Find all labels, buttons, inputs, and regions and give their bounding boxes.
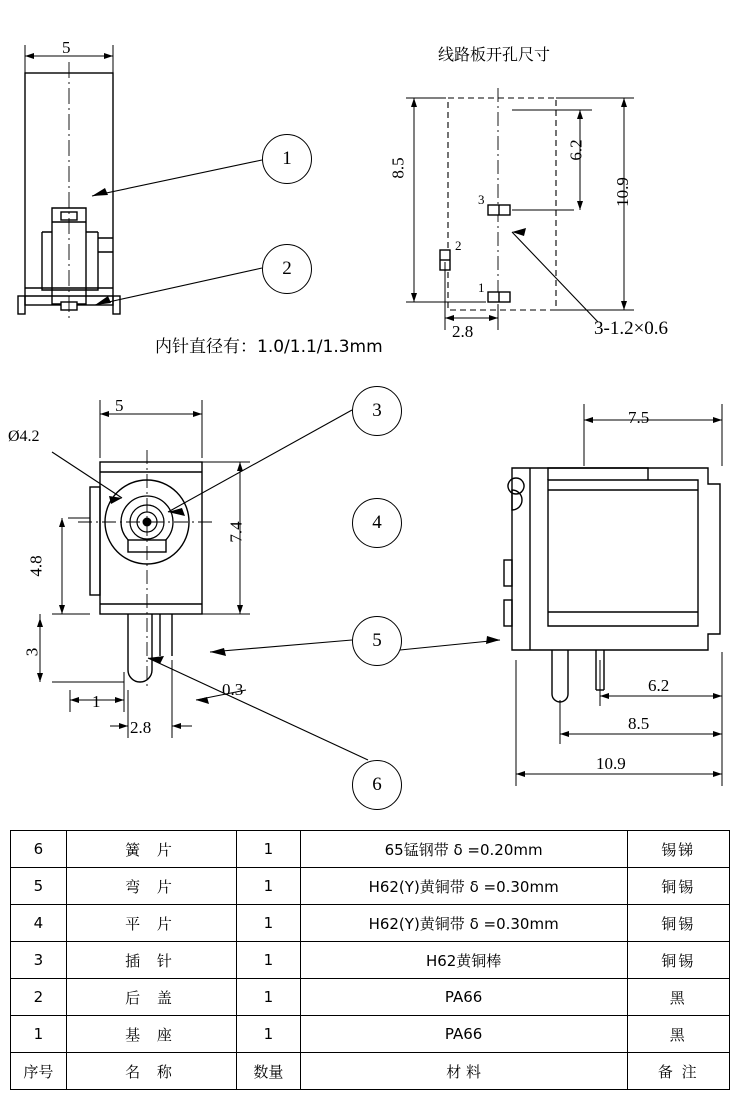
- bom-qty: 1: [237, 868, 301, 905]
- pcb-layout-title: 线路板开孔尺寸: [438, 45, 551, 64]
- dim-front-5: 5: [115, 396, 124, 415]
- bom-table: [10, 830, 730, 1090]
- balloon-1: 1: [262, 134, 312, 184]
- hole-spec-callout: 3-1.2×0.6: [594, 318, 669, 339]
- dim-front-2-8: 2.8: [130, 718, 152, 737]
- balloon-3: 3: [352, 386, 402, 436]
- bom-name: 插 针: [66, 942, 236, 979]
- bom-header-material: 材 料: [300, 1053, 627, 1090]
- bom-remark: 黑: [627, 979, 729, 1016]
- dim-front-diameter: Ø4.2: [8, 428, 40, 445]
- dim-pcb-6-2: 6.2: [566, 139, 586, 161]
- balloon-6: 6: [352, 760, 402, 810]
- dim-front-7-4: 7.4: [226, 521, 246, 543]
- dim-pcb-10-9: 10.9: [612, 177, 632, 207]
- bom-qty: 1: [237, 1016, 301, 1053]
- bom-qty: 1: [237, 979, 301, 1016]
- balloon-2: 2: [262, 244, 312, 294]
- bom-remark: 铜锡: [627, 942, 729, 979]
- bom-name: 弯 片: [66, 868, 236, 905]
- bom-header-no: 序号: [11, 1053, 67, 1090]
- bom-material: PA66: [300, 979, 627, 1016]
- dim-pcb-2-8: 2.8: [452, 322, 474, 341]
- balloon-5: 5: [352, 616, 402, 666]
- dim-side-8-5: 8.5: [628, 714, 650, 733]
- pcb-pad-label-1: 1: [478, 280, 485, 295]
- dim-side-6-2: 6.2: [648, 676, 670, 695]
- dim-top-left-5: 5: [62, 38, 71, 57]
- dim-front-0-3: 0.3: [222, 680, 244, 699]
- table-row: [11, 942, 730, 979]
- bom-no: 1: [11, 1016, 67, 1053]
- table-header-row: [11, 1053, 730, 1090]
- bom-material: PA66: [300, 1016, 627, 1053]
- table-row: [11, 1016, 730, 1053]
- bom-remark: 黑: [627, 1016, 729, 1053]
- bom-header-qty: 数量: [237, 1053, 301, 1090]
- bom-material: H62(Y)黄铜带 δ =0.30mm: [300, 868, 627, 905]
- bom-qty: 1: [237, 905, 301, 942]
- table-row: [11, 905, 730, 942]
- dim-front-4-8: 4.8: [26, 555, 46, 577]
- table-row: [11, 979, 730, 1016]
- table-row: [11, 868, 730, 905]
- dim-pcb-8-5: 8.5: [388, 157, 408, 179]
- dim-side-7-5: 7.5: [628, 408, 650, 427]
- pcb-pad-label-2: 2: [455, 238, 462, 253]
- bom-qty: 1: [237, 942, 301, 979]
- bom-header-remark: 备 注: [627, 1053, 729, 1090]
- bom-no: 3: [11, 942, 67, 979]
- table-row: [11, 831, 730, 868]
- bom-header-name: 名 称: [66, 1053, 236, 1090]
- bom-remark: 铜锡: [627, 868, 729, 905]
- dim-side-10-9: 10.9: [596, 754, 626, 773]
- bom-name: 后 盖: [66, 979, 236, 1016]
- bom-name: 平 片: [66, 905, 236, 942]
- bom-material: H62黄铜棒: [300, 942, 627, 979]
- pin-diameter-note: 内针直径有：1.0/1.1/1.3mm: [155, 337, 383, 357]
- dim-front-1: 1: [92, 692, 101, 711]
- bom-qty: 1: [237, 831, 301, 868]
- bom-remark: 铜锡: [627, 905, 729, 942]
- pcb-pad-label-3: 3: [478, 192, 485, 207]
- bom-remark: 锡锑: [627, 831, 729, 868]
- bom-no: 5: [11, 868, 67, 905]
- bom-material: H62(Y)黄铜带 δ =0.30mm: [300, 905, 627, 942]
- dim-front-3: 3: [22, 647, 42, 657]
- bom-name: 簧 片: [66, 831, 236, 868]
- bom-no: 4: [11, 905, 67, 942]
- bom-no: 2: [11, 979, 67, 1016]
- balloon-4: 4: [352, 498, 402, 548]
- bom-name: 基 座: [66, 1016, 236, 1053]
- bom-no: 6: [11, 831, 67, 868]
- bom-material: 65锰钢带 δ =0.20mm: [300, 831, 627, 868]
